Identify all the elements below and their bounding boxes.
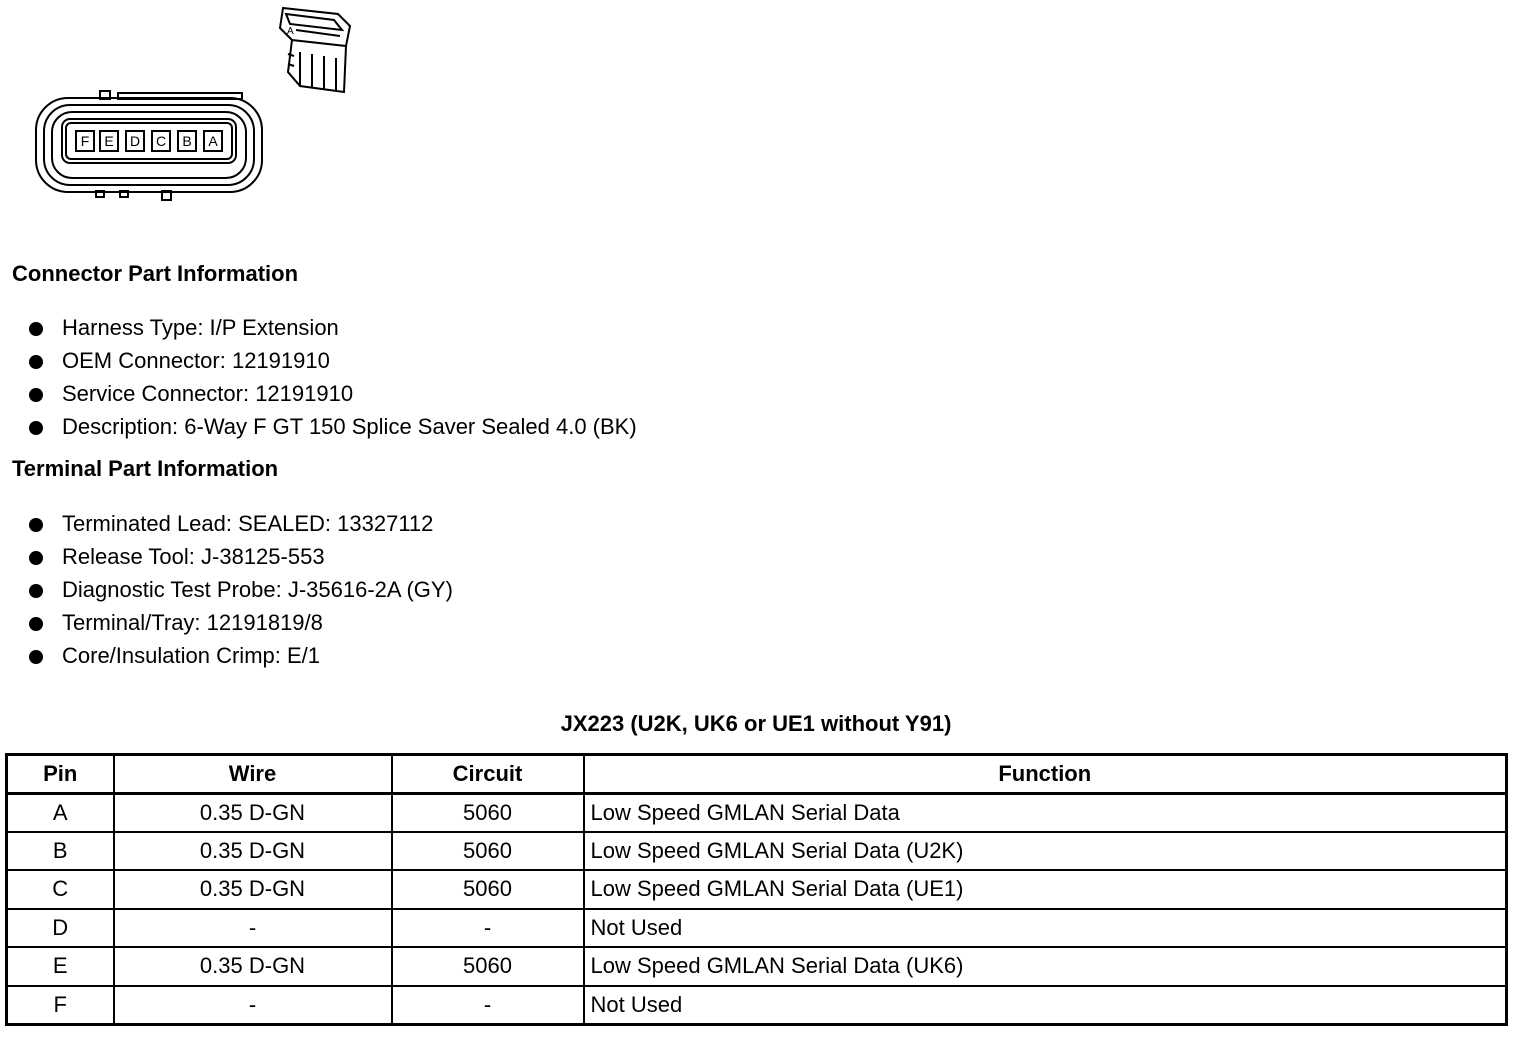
table-row (7, 986, 1507, 1025)
pin-cell: B (7, 832, 114, 871)
list-item-text: Service Connector: 12191910 (62, 381, 354, 406)
column-header-function: Function (584, 755, 1507, 794)
pin-cell: C (7, 870, 114, 909)
bullet-icon (29, 355, 43, 369)
circuit-cell: - (392, 986, 584, 1025)
cavity-label: E (104, 133, 114, 149)
wire-cell: 0.35 D-GN (114, 870, 392, 909)
pin-cell: D (7, 909, 114, 948)
bullet-icon (29, 650, 43, 664)
connector-info-title: Connector Part Information (12, 261, 299, 286)
connector-side-view (280, 8, 350, 92)
terminal-info-title: Terminal Part Information (12, 456, 279, 481)
circuit-cell: 5060 (392, 793, 584, 832)
column-header-circuit: Circuit (392, 755, 584, 794)
connector-face-view (36, 91, 262, 200)
connector-diagram (0, 0, 380, 215)
table-row (7, 909, 1507, 948)
function-cell: Low Speed GMLAN Serial Data (UK6) (584, 947, 1507, 986)
circuit-cell: 5060 (392, 870, 584, 909)
cavity-label: D (129, 133, 141, 149)
list-item (0, 313, 637, 346)
list-item (0, 346, 637, 379)
pin-table-title: JX223 (U2K, UK6 or UE1 without Y91) (560, 711, 952, 736)
table-row (7, 793, 1507, 832)
function-cell: Not Used (584, 986, 1507, 1025)
list-item-text: Description: 6-Way F GT 150 Splice Saver Sealed 4.0 (BK) (62, 414, 637, 439)
bullet-icon (29, 551, 43, 565)
table-row (7, 832, 1507, 871)
list-item-text: Diagnostic Test Probe: J-35616-2A (GY) (62, 577, 453, 602)
circuit-cell: 5060 (392, 832, 584, 871)
cavity-label: B (182, 133, 192, 149)
list-item-text: OEM Connector: 12191910 (62, 348, 330, 373)
list-item (0, 542, 453, 575)
side-view-label: A (287, 26, 294, 37)
wire-cell: 0.35 D-GN (114, 793, 392, 832)
list-item (0, 608, 453, 641)
list-item-text: Terminal/Tray: 12191819/8 (62, 610, 323, 635)
pin-cell: A (7, 793, 114, 832)
list-item (0, 509, 453, 542)
function-cell: Low Speed GMLAN Serial Data (U2K) (584, 832, 1507, 871)
list-item (0, 575, 453, 608)
bullet-icon (29, 518, 43, 532)
wire-cell: 0.35 D-GN (114, 947, 392, 986)
bullet-icon (29, 421, 43, 435)
bullet-icon (29, 388, 43, 402)
function-cell: Not Used (584, 909, 1507, 948)
table-row (7, 870, 1507, 909)
terminal-info-list (0, 509, 453, 674)
circuit-cell: 5060 (392, 947, 584, 986)
column-header-pin: Pin (7, 755, 114, 794)
list-item (0, 379, 637, 412)
function-cell: Low Speed GMLAN Serial Data (UE1) (584, 870, 1507, 909)
circuit-cell: - (392, 909, 584, 948)
cavity-label: C (155, 133, 167, 149)
list-item (0, 412, 637, 445)
function-cell: Low Speed GMLAN Serial Data (584, 793, 1507, 832)
connector-info-list (0, 313, 637, 445)
list-item (0, 641, 453, 674)
table-header-row (7, 755, 1507, 794)
list-item-text: Core/Insulation Crimp: E/1 (62, 643, 320, 668)
pin-table (5, 753, 1508, 1026)
pin-cell: E (7, 947, 114, 986)
list-item-text: Release Tool: J-38125-553 (62, 544, 325, 569)
list-item-text: Harness Type: I/P Extension (62, 315, 339, 340)
bullet-icon (29, 322, 43, 336)
column-header-wire: Wire (114, 755, 392, 794)
cavity-label: F (80, 133, 90, 149)
list-item-text: Terminated Lead: SEALED: 13327112 (62, 511, 434, 536)
wire-cell: - (114, 986, 392, 1025)
wire-cell: - (114, 909, 392, 948)
wire-cell: 0.35 D-GN (114, 832, 392, 871)
cavity-label: A (208, 133, 218, 149)
bullet-icon (29, 617, 43, 631)
pin-cell: F (7, 986, 114, 1025)
table-row (7, 947, 1507, 986)
bullet-icon (29, 584, 43, 598)
